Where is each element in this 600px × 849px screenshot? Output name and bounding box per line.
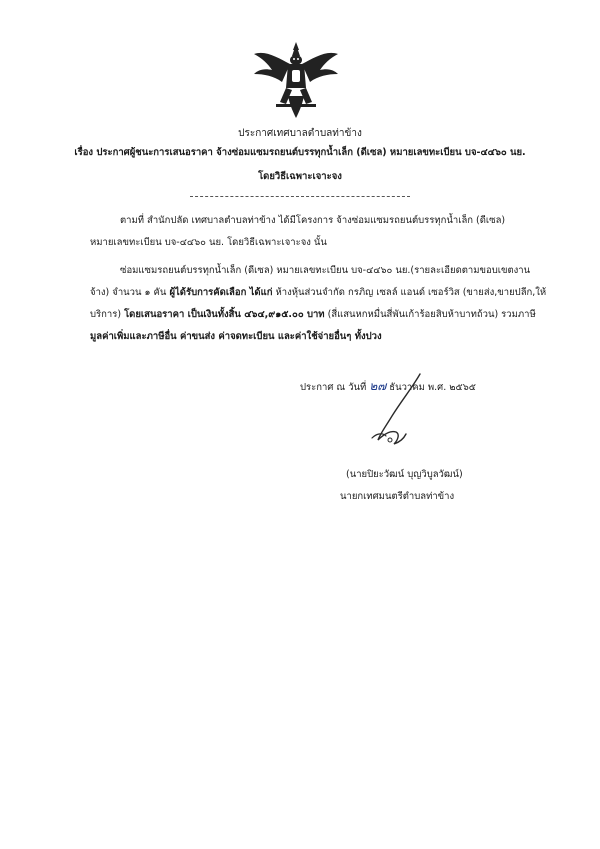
amount-in-words: (สี่แสนหกหมื่นสี่พันเก้าร้อยสิบห้าบาทถ้วน) รวมภาษี — [327, 309, 536, 320]
paragraph-2-line-2 — [90, 286, 546, 299]
signatory-name: (นายปิยะวัฒน์ บุญวิบูลวัฒน์) — [346, 469, 463, 480]
subject-line-2: โดยวิธีเฉพาะเจาะจง — [258, 171, 342, 182]
paragraph-2-line-3 — [90, 308, 536, 321]
paragraph-2-line-1: ซ่อมแซมรถยนต์บรรทุกน้ำเล็ก (ดีเซล) หมายเลขทะเบียน บจ-๔๔๖๐ นย.(รายละเอียดตามขอบเขตงาน — [120, 265, 531, 276]
garuda-emblem-icon — [248, 40, 344, 120]
date-prefix: ประกาศ ณ วันที่ — [300, 382, 367, 393]
subject-line-1: เรื่อง ประกาศผู้ชนะการเสนอราคา จ้างซ่อมแซมรถยนต์บรรทุกน้ำเล็ก (ดีเซล) หมายเลขทะเบียน บจ-๔๔๖๐ นย. — [74, 147, 526, 158]
issuer-title: ประกาศเทศบาลตำบลท่าข้าง — [238, 128, 362, 139]
paragraph-1-line-2: หมายเลขทะเบียน บจ-๔๔๖๐ นย. โดยวิธีเฉพาะเจาะจง นั้น — [90, 237, 327, 248]
date-month-year: ธันวาคม พ.ศ. ๒๕๖๕ — [389, 382, 476, 393]
contractor-name: ห้างหุ้นส่วนจำกัด กรภิญ เซลล์ แอนด์ เซอร์วิส (ขายส่ง,ขายปลีก,ให้ — [275, 287, 547, 298]
bid-amount: โดยเสนอราคา เป็นเงินทั้งสิ้น ๔๖๔,๙๑๕.๐๐ บาท — [124, 309, 325, 320]
date-day-handwritten: ๒๗ — [369, 379, 387, 393]
signatory-position: นายกเทศมนตรีตำบลท่าข้าง — [340, 491, 455, 502]
paragraph-2-line-4: มูลค่าเพิ่มและภาษีอื่น ค่าขนส่ง ค่าจดทะเบียน และค่าใช้จ่ายอื่นๆ ทั้งปวง — [90, 331, 382, 342]
quantity-text: จ้าง) จำนวน ๑ คัน — [90, 287, 167, 298]
selected-label: ผู้ได้รับการคัดเลือก ได้แก่ — [169, 287, 273, 298]
contractor-type-end: บริการ) — [90, 309, 122, 320]
paragraph-1-line-1: ตามที่ สำนักปลัด เทศบาลตำบลท่าข้าง ได้มีโครงการ จ้างซ่อมแซมรถยนต์บรรทุกน้ำเล็ก (ดีเซล) — [120, 215, 506, 226]
separator-line — [190, 196, 410, 197]
signature-icon — [362, 368, 432, 453]
